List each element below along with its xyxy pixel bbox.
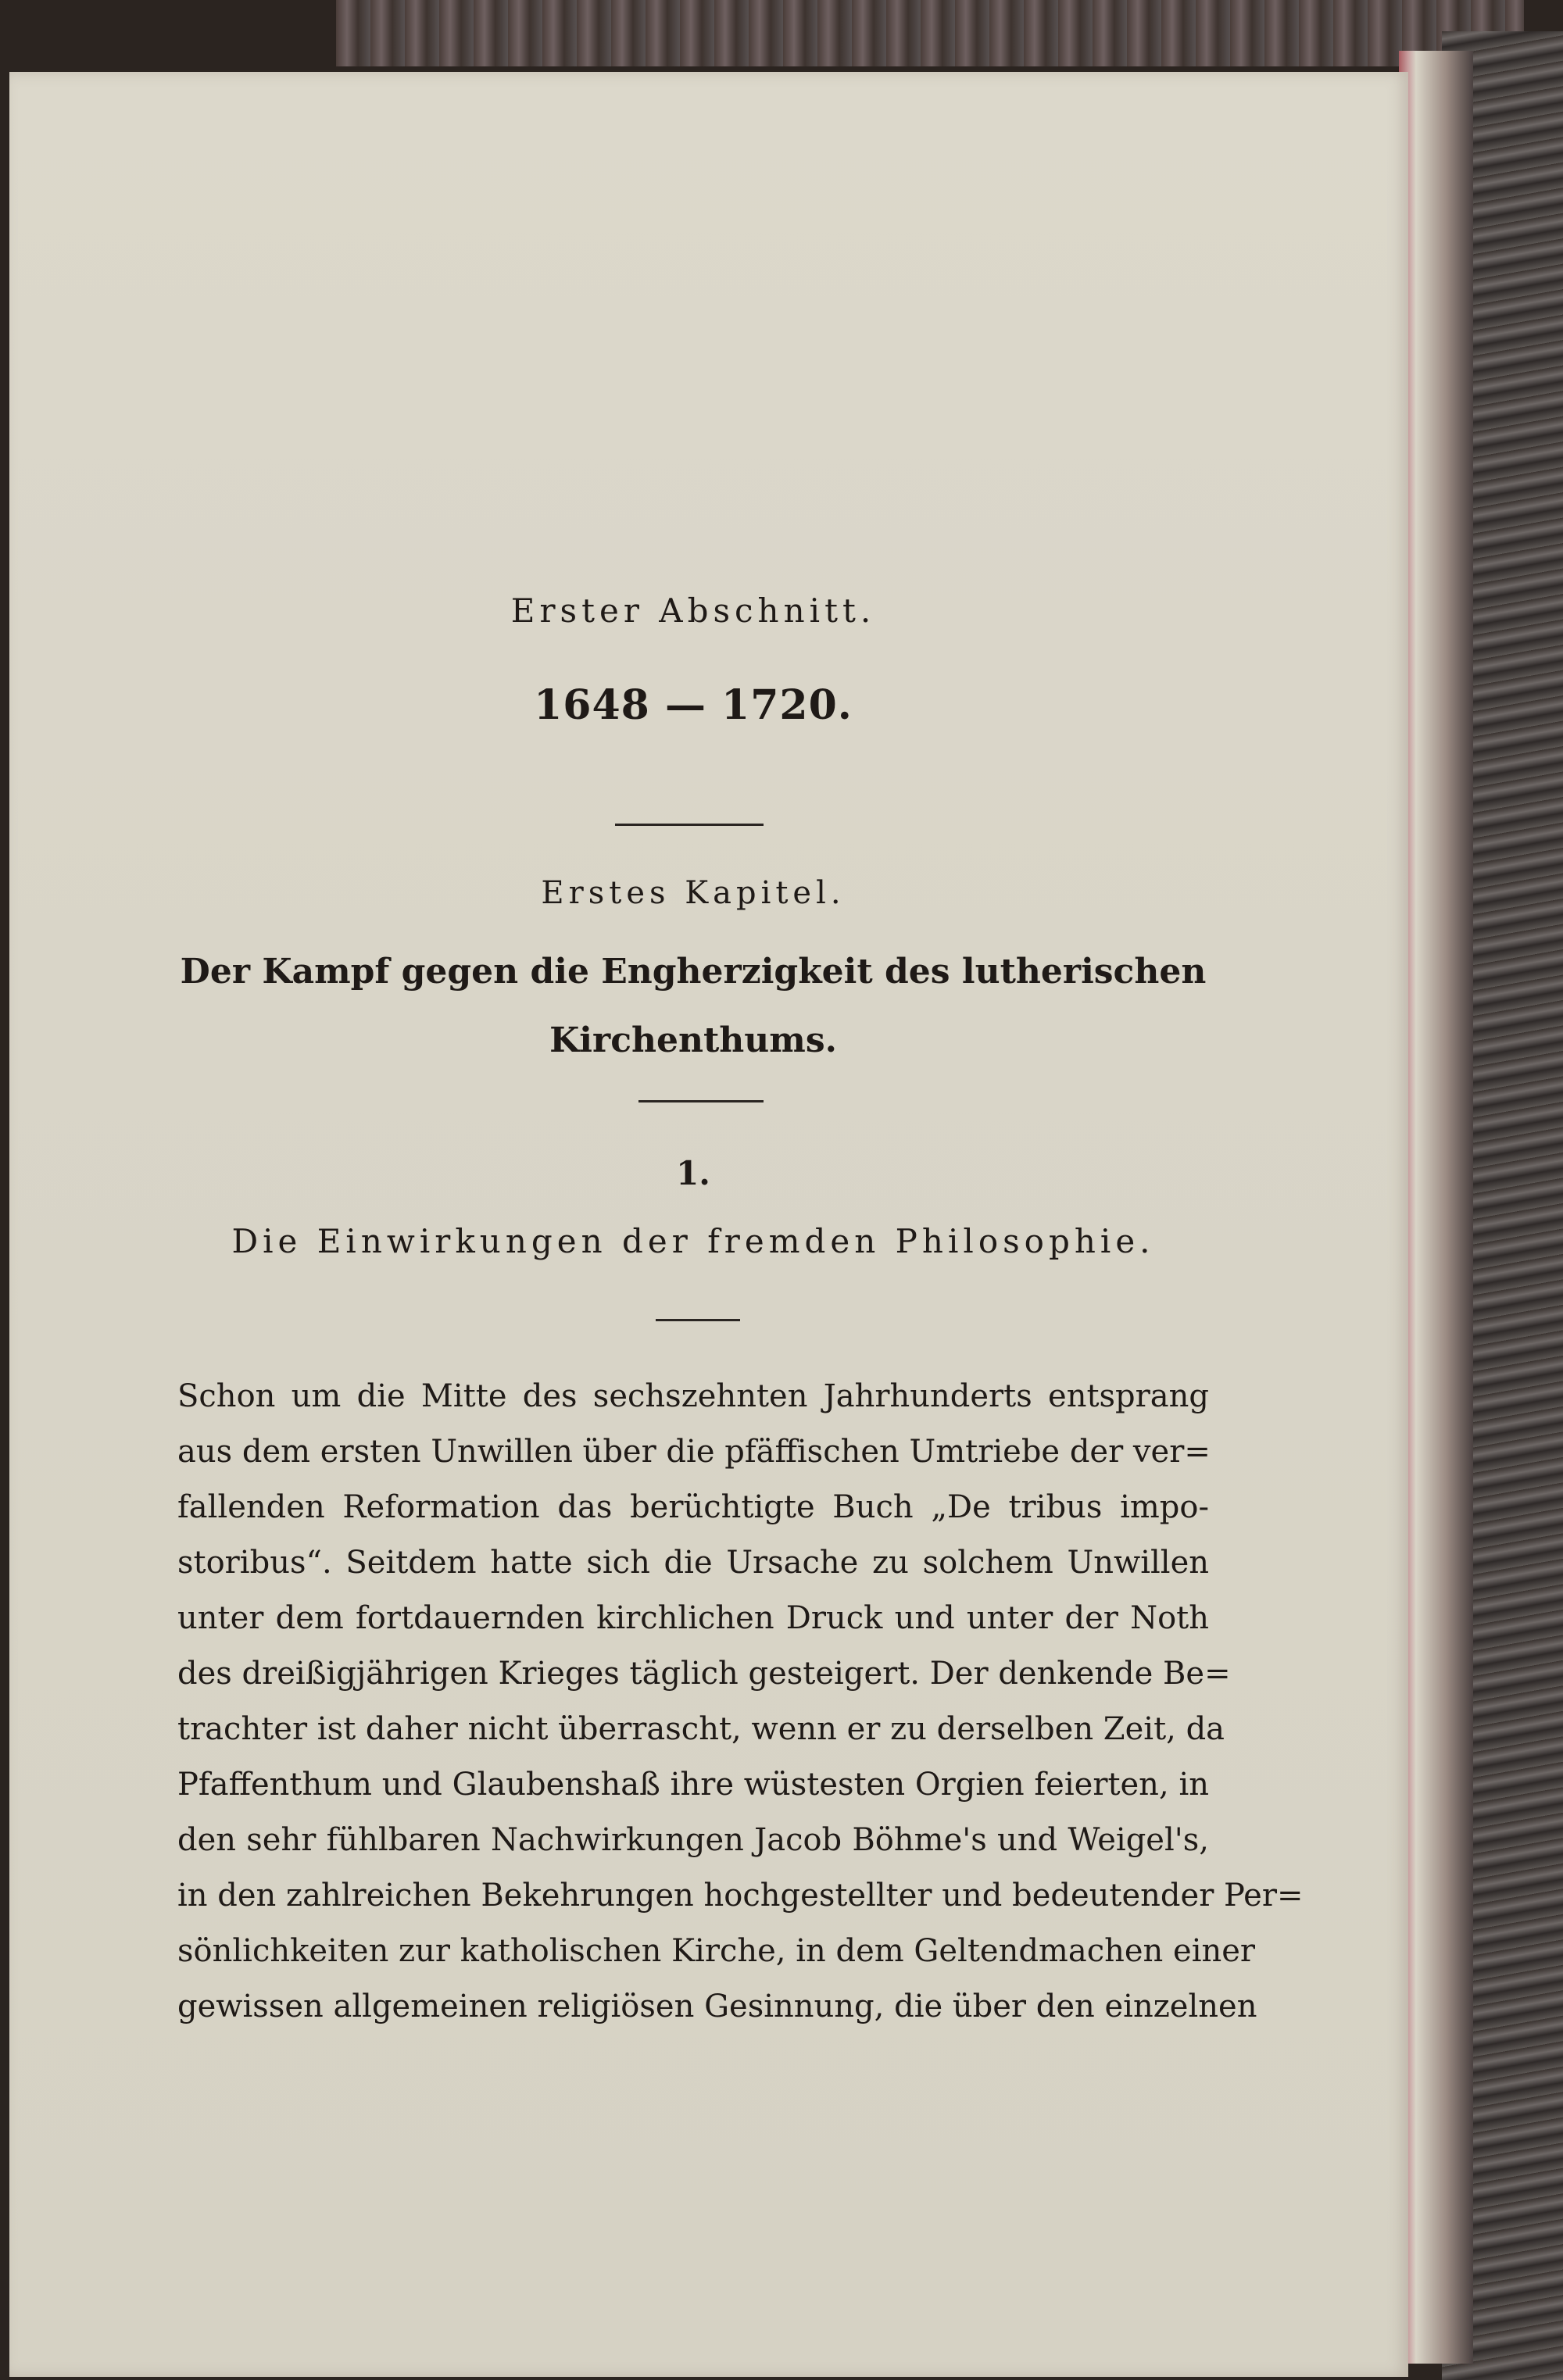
subsection-title: Die Einwirkungen der fremden Philosophie. — [231, 1222, 1155, 1260]
text-line: aus dem ersten Unwillen über die pfäffischen Umtriebe der ver= — [177, 1434, 1211, 1470]
chapter-label: Erstes Kapitel. — [541, 875, 846, 911]
body-paragraph — [177, 1369, 1304, 2035]
text-line: storibus“. Seitdem hatte sich die Ursache zu solchem Unwillen — [177, 1545, 1209, 1581]
text-line: fallenden Reformation das berüchtigte Buch „De tribus impo- — [177, 1489, 1209, 1525]
chapter-title-line: Der Kampf gegen die Engherzigkeit des lutherischen — [180, 952, 1207, 992]
text-line: Schon um die Mitte des sechszehnten Jahrhunderts entsprang — [177, 1378, 1209, 1414]
divider-rule — [638, 1100, 764, 1102]
book-binding-top — [336, 0, 1524, 66]
section-heading: Erster Abschnitt. — [510, 591, 876, 630]
text-line: Pfaffenthum und Glaubenshaß ihre wüstesten Orgien feierten, in — [177, 1767, 1209, 1803]
divider-rule — [656, 1319, 740, 1321]
text-line: in den zahlreichen Bekehrungen hochgestellter und bedeutender Per= — [177, 1878, 1304, 1914]
text-line: trachter ist daher nicht überrascht, wenn er zu derselben Zeit, da — [177, 1711, 1225, 1747]
text-line: sönlichkeiten zur katholischen Kirche, in dem Geltendmachen einer — [177, 1933, 1256, 1969]
subsection-number: 1. — [676, 1154, 710, 1192]
divider-rule — [615, 824, 764, 826]
book-page — [9, 72, 1408, 2377]
chapter-title — [177, 938, 1209, 1075]
text-line: unter dem fortdauernden kirchlichen Druck und unter der Noth — [177, 1600, 1209, 1636]
chapter-title-line: Kirchenthums. — [549, 1020, 837, 1060]
text-line: gewissen allgemeinen religiösen Gesinnung, die über den einzelnen — [177, 1989, 1257, 2024]
text-line: den sehr fühlbaren Nachwirkungen Jacob Böhme's und Weigel's, — [177, 1822, 1209, 1858]
text-line: des dreißigjährigen Krieges täglich gesteigert. Der denkende Be= — [177, 1656, 1231, 1692]
page-block-edge — [1399, 51, 1473, 2364]
section-years: 1648 — 1720. — [534, 681, 853, 729]
